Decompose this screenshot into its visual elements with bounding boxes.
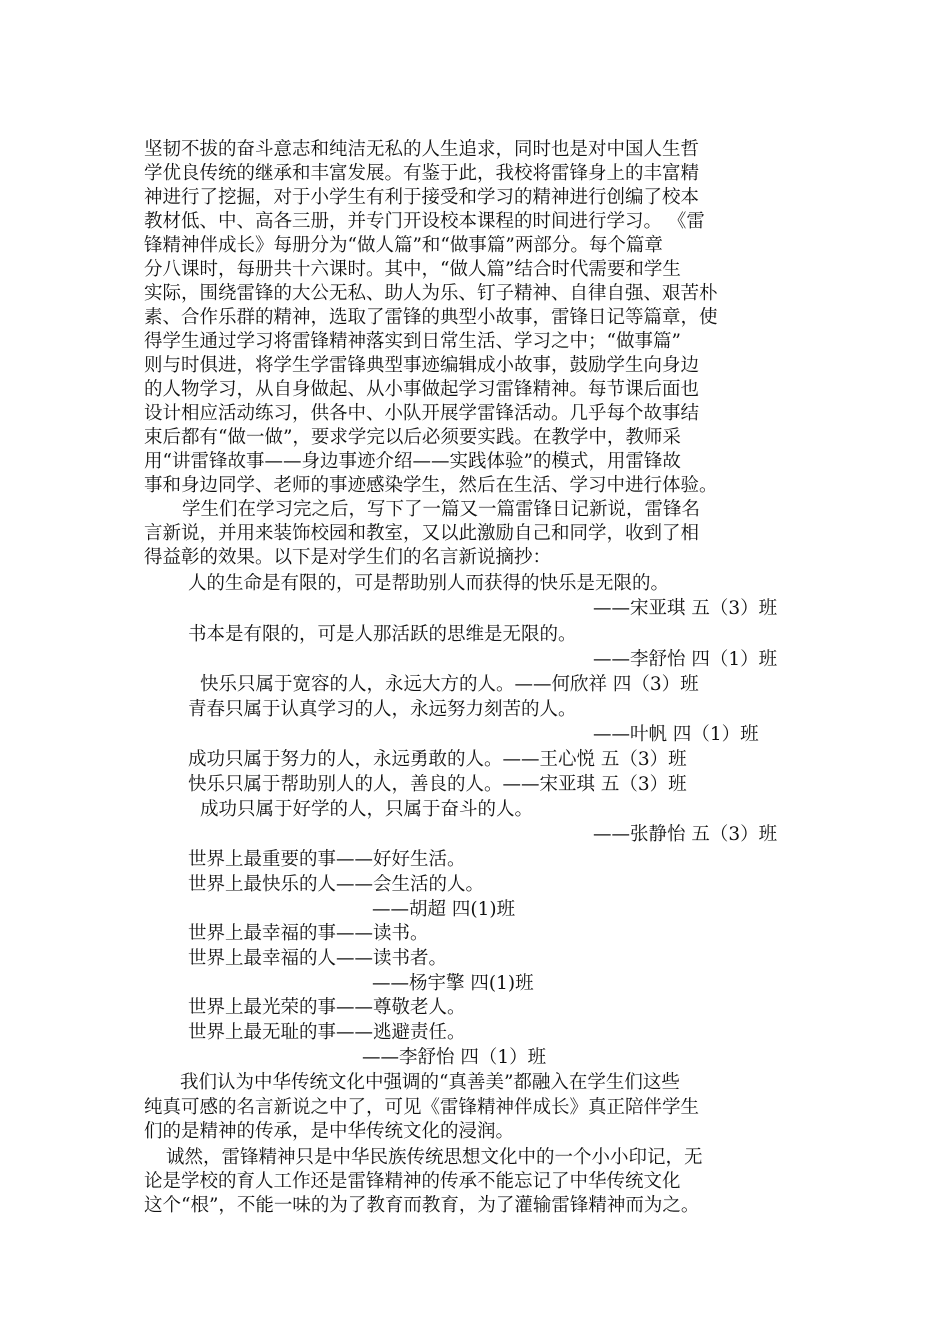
paragraph-1-line: 实际，围绕雷锋的大公无私、助人为乐、钉子精神、自律自强、艰苦朴 [144,283,718,304]
quote-line: 书本是有限的，可是人那活跃的思维是无限的。 [188,624,577,645]
paragraph-1-line: 教材低、中、高各三册，并专门开设校本课程的时间进行学习。 《雷 [144,211,705,232]
paragraph-1-line: 则与时俱进，将学生学雷锋典型事迹编辑成小故事，鼓励学生向身边 [144,355,700,376]
quote-attribution: ——李舒怡 四（1）班 [593,649,778,670]
paragraph-1-line: 用“讲雷锋故事——身边事迹介绍——实践体验”的模式，用雷锋故 [144,451,681,472]
quote-line: 世界上最快乐的人——会生活的人。 [188,874,485,895]
quote-line: 世界上最幸福的人——读书者。 [188,948,448,969]
paragraph-1-line: 分八课时，每册共十六课时。其中，“做人篇”结合时代需要和学生 [144,259,681,280]
quote-line: 成功只属于好学的人，只属于奋斗的人。 [200,799,534,820]
paragraph-4-line: 诚然，雷锋精神只是中华民族传统思想文化中的一个小小印记，无 [166,1147,703,1168]
quote-attribution: ——李舒怡 四（1）班 [362,1047,547,1068]
quote-line: 世界上最重要的事——好好生活。 [188,849,466,870]
paragraph-4-line: 这个“根”，不能一味的为了教育而教育，为了灌输雷锋精神而为之。 [144,1195,700,1216]
paragraph-3-line: 我们认为中华传统文化中强调的“真善美”都融入在学生们这些 [180,1072,680,1093]
quote-line: 人的生命是有限的，可是帮助别人而获得的快乐是无限的。 [188,573,670,594]
paragraph-4-line: 论是学校的育人工作还是雷锋精神的传承不能忘记了中华传统文化 [144,1171,681,1192]
paragraph-1-line: 学优良传统的继承和丰富发展。有鉴于此，我校将雷锋身上的丰富精 [144,163,700,184]
quote-line: 世界上最幸福的事——读书。 [188,923,429,944]
quote-line: 快乐只属于宽容的人，永远大方的人。——何欣祥 四（3）班 [200,674,699,695]
paragraph-1-line: 设计相应活动练习，供各中、小队开展学雷锋活动。几乎每个故事结 [144,403,700,424]
paragraph-1-line: 神进行了挖掘，对于小学生有利于接受和学习的精神进行创编了校本 [144,187,700,208]
quote-line: 世界上最光荣的事——尊敬老人。 [188,997,466,1018]
quote-attribution: ——胡超 四(1)班 [372,899,516,920]
paragraph-1-line: 坚韧不拔的奋斗意志和纯洁无私的人生追求，同时也是对中国人生哲 [144,139,700,160]
paragraph-1-line: 的人物学习，从自身做起、从小事做起学习雷锋精神。每节课后面也 [144,379,700,400]
quote-attribution: ——宋亚琪 五（3）班 [593,598,778,619]
quote-line: 青春只属于认真学习的人，永远努力刻苦的人。 [188,699,577,720]
paragraph-2-line: 得益彰的效果。以下是对学生们的名言新说摘抄： [144,547,552,568]
paragraph-1-line: 事和身边同学、老师的事迹感染学生，然后在生活、学习中进行体验。 [144,475,718,496]
paragraph-2-line: 学生们在学习完之后，写下了一篇又一篇雷锋日记新说，雷锋名 [182,499,701,520]
paragraph-3-line: 们的是精神的传承，是中华传统文化的浸润。 [144,1121,515,1142]
paragraph-2-line: 言新说，并用来装饰校园和教室，又以此激励自己和同学，收到了相 [144,523,700,544]
quote-attribution: ——杨宇擎 四(1)班 [372,973,534,994]
quote-line: 快乐只属于帮助别人的人，善良的人。——宋亚琪 五（3）班 [188,774,687,795]
paragraph-3-line: 纯真可感的名言新说之中了，可见《雷锋精神伴成长》真正陪伴学生 [144,1097,700,1118]
paragraph-1-line: 素、合作乐群的精神，选取了雷锋的典型小故事，雷锋日记等篇章，使 [144,307,718,328]
quote-line: 成功只属于努力的人，永远勇敢的人。——王心悦 五（3）班 [188,749,687,770]
quote-attribution: ——叶帆 四（1）班 [593,724,759,745]
quote-line: 世界上最无耻的事——逃避责任。 [188,1022,466,1043]
paragraph-1-line: 得学生通过学习将雷锋精神落实到日常生活、学习之中；“做事篇” [144,331,681,352]
paragraph-1-line: 束后都有“做一做”，要求学完以后必须要实践。在教学中，教师采 [144,427,681,448]
paragraph-1-line: 锋精神伴成长》每册分为“做人篇”和“做事篇”两部分。每个篇章 [144,235,663,256]
quote-attribution: ——张静怡 五（3）班 [593,824,778,845]
